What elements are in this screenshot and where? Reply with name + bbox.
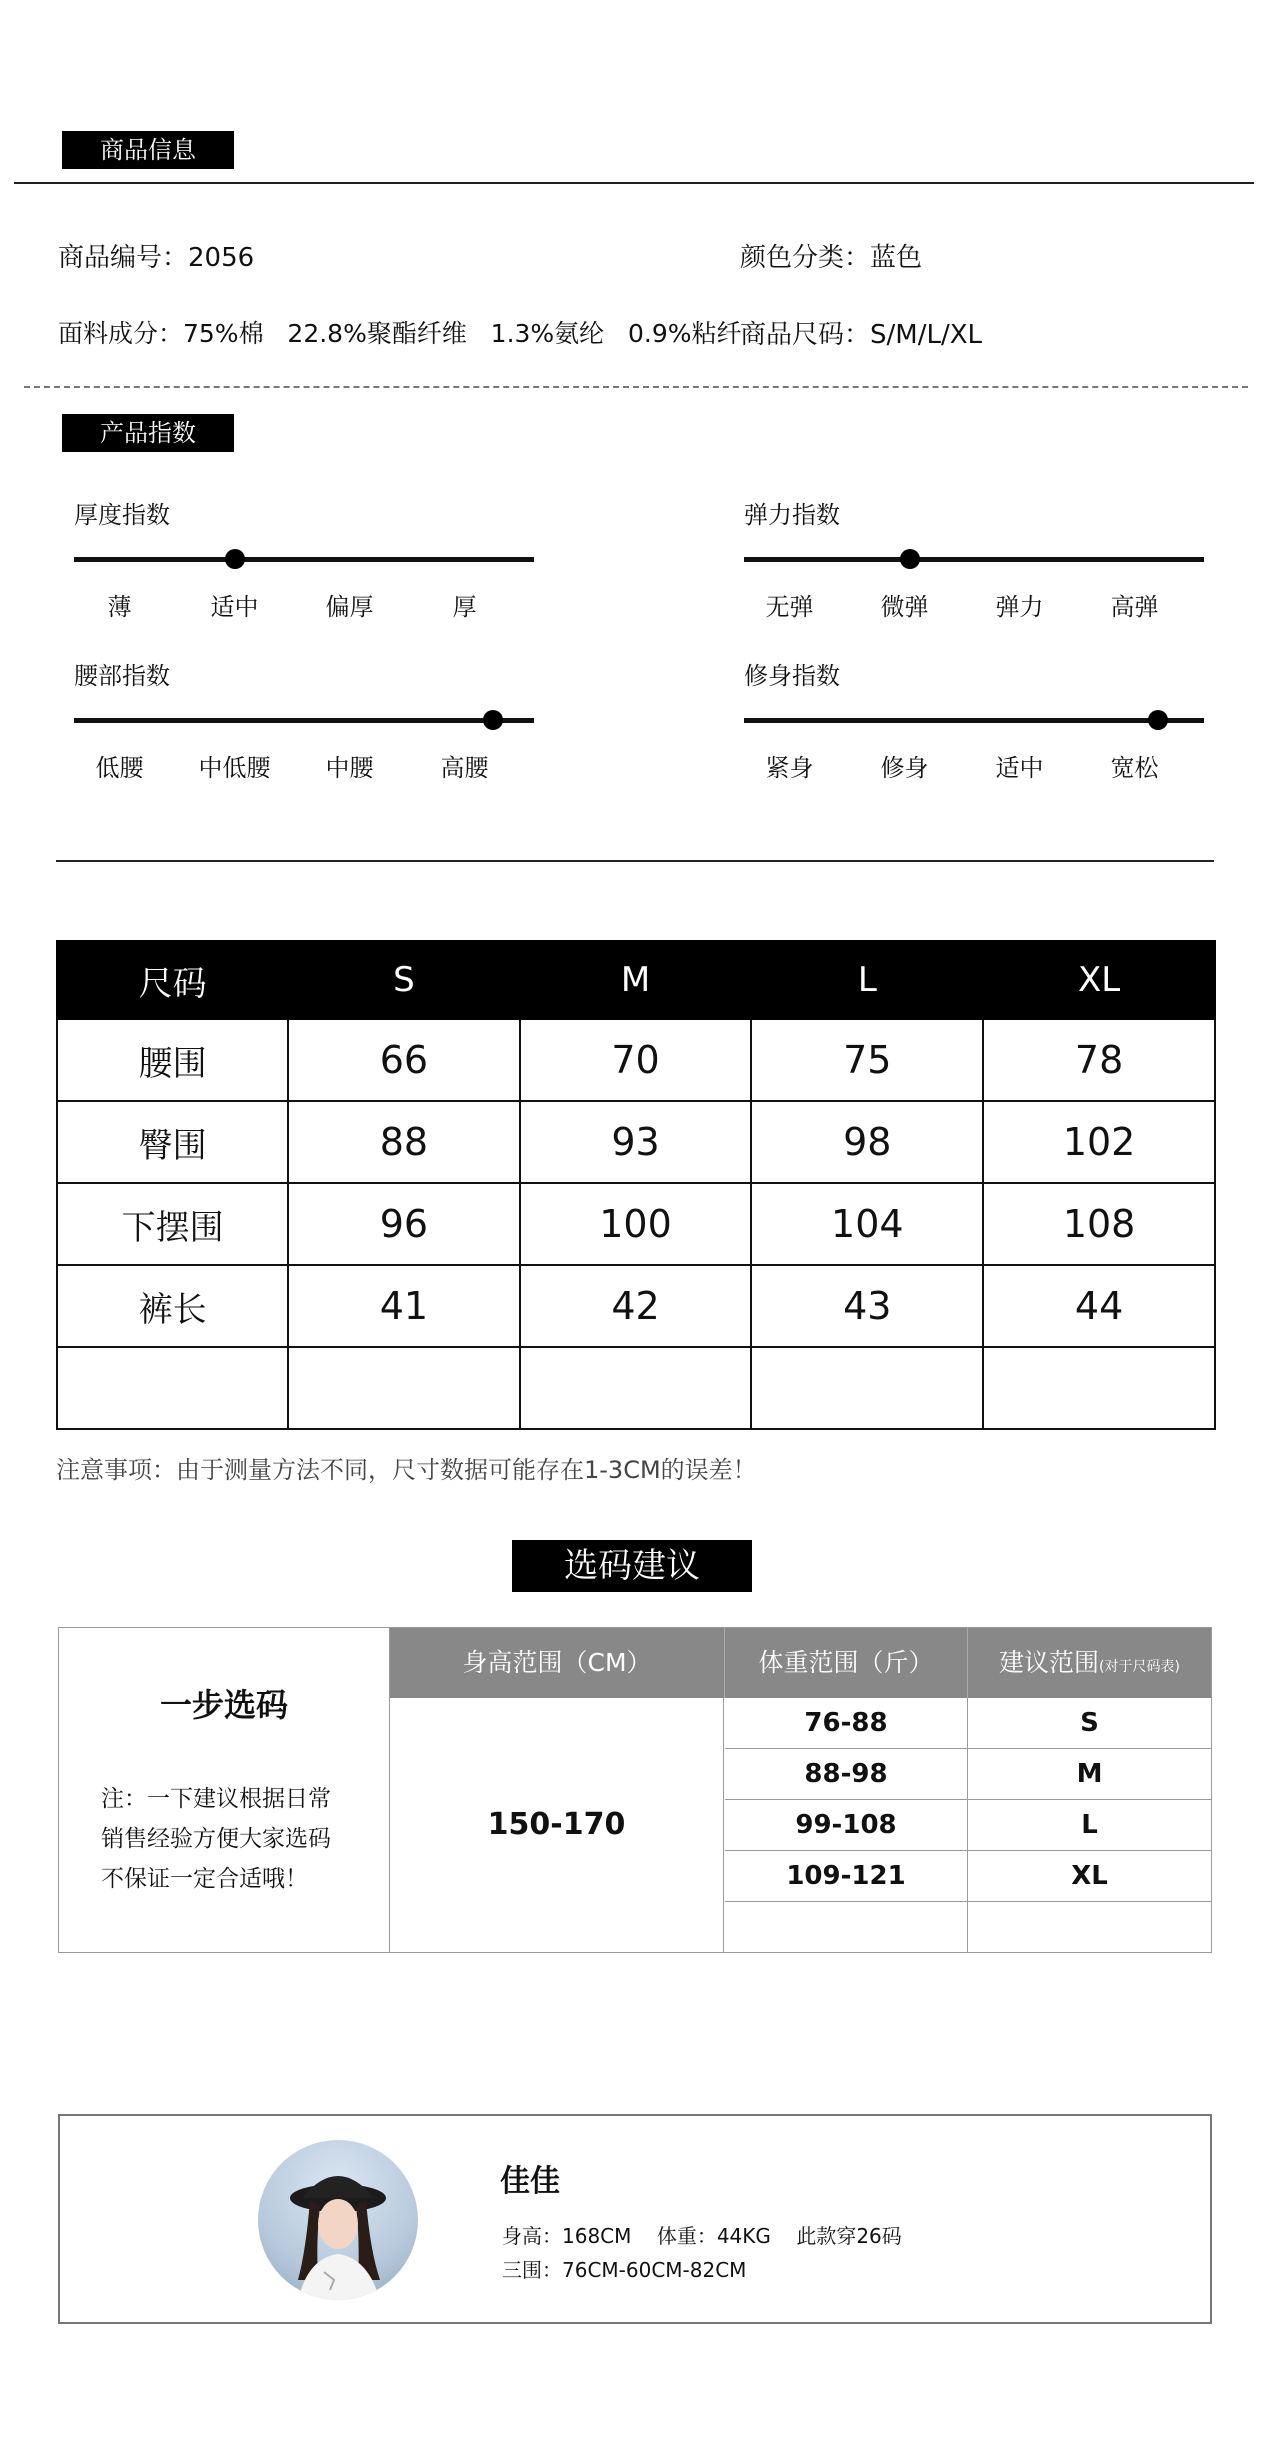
index-option: 薄 [107,593,132,621]
waist-index [74,656,534,782]
index-track [74,718,534,723]
model-stats-line2: 三围：76CM-60CM-82CM [502,2258,747,2282]
thickness-index [74,495,534,621]
index-option: 偏厚 [325,593,374,621]
quick-select-panel [59,1628,390,1952]
table-cell: 66 [288,1019,519,1101]
table-row [57,1101,1215,1183]
index-track [744,557,1204,562]
header-cell: L [751,941,983,1019]
index-option: 适中 [995,754,1044,782]
quick-select-note-1: 注：一下建议根据日常 [101,1786,331,1812]
quick-select-note-3: 不保证一定合适哦！ [101,1866,308,1892]
size-table-header [57,941,1215,1019]
table-cell: 100 [520,1183,752,1265]
table-cell: 102 [983,1101,1215,1183]
table-cell: 75 [751,1019,983,1101]
table-cell: 93 [520,1101,752,1183]
fit-index [744,656,1204,782]
model-name: 佳佳 [500,2164,560,2199]
table-cell: 44 [983,1265,1215,1347]
index-label: 厚度指数 [74,501,170,529]
header-cell: S [288,941,519,1019]
weight-range-header: 体重范围（斤） [725,1628,968,1698]
quick-select-note-2: 销售经验方便大家选码 [101,1826,331,1852]
empty-cell [520,1347,752,1429]
header-cell: 尺码 [57,941,288,1019]
table-cell: 96 [288,1183,519,1265]
table-cell: 104 [751,1183,983,1265]
size-range-header [968,1628,1211,1698]
divider [56,860,1214,862]
height-range-header: 身高范围（CM） [390,1628,725,1698]
table-row [57,1019,1215,1101]
row-label: 裤长 [57,1265,288,1347]
empty-cell [983,1347,1215,1429]
table-cell: 41 [288,1265,519,1347]
size-list: 商品尺码：S/M/L/XL [740,320,982,350]
empty-cell [288,1347,519,1429]
weight-range-cell: 99-108 [725,1800,968,1851]
index-option: 高弹 [1110,593,1159,621]
index-track [74,557,534,562]
row-label: 臀围 [57,1101,288,1183]
index-option: 适中 [210,593,259,621]
height-range-value: 150-170 [390,1698,724,1952]
weight-range-cell: 88-98 [725,1749,968,1800]
index-option: 中腰 [325,754,374,782]
index-marker [225,549,245,569]
index-option: 宽松 [1110,754,1159,782]
table-cell: 88 [288,1101,519,1183]
section-tag-product-info: 商品信息 [62,131,234,169]
index-option: 紧身 [765,754,814,782]
index-marker [483,710,503,730]
size-table [56,940,1216,1430]
row-label: 腰围 [57,1019,288,1101]
header-cell: M [520,941,752,1019]
measurement-note: 注意事项：由于测量方法不同，尺寸数据可能存在1-3CM的误差！ [56,1456,757,1484]
table-cell: 42 [520,1265,752,1347]
fabric-composition: 面料成分：75%棉 22.8%聚酯纤维 1.3%氨纶 0.9%粘纤 [58,319,742,348]
weight-range-cell: 109-121 [725,1851,968,1902]
index-track [744,718,1204,723]
size-range-header-label: 建议范围 [999,1648,1100,1677]
header-cell: XL [983,941,1215,1019]
size-cell: L [968,1800,1211,1851]
index-option: 厚 [452,593,477,621]
index-label: 弹力指数 [744,501,840,529]
table-row [57,1265,1215,1347]
index-option: 修身 [880,754,929,782]
index-option: 无弹 [765,593,814,621]
size-cell: S [968,1698,1211,1749]
model-avatar [258,2140,418,2300]
color-category: 颜色分类：蓝色 [740,243,923,273]
size-cell: M [968,1749,1211,1800]
model-stats-line1: 身高：168CM 体重：44KG 此款穿26码 [502,2224,902,2248]
index-option: 高腰 [440,754,489,782]
index-label: 腰部指数 [74,662,170,690]
index-option: 弹力 [995,593,1044,621]
index-label: 修身指数 [744,662,840,690]
table-cell: 43 [751,1265,983,1347]
index-marker [1148,710,1168,730]
elasticity-index [744,495,1204,621]
table-cell: 98 [751,1101,983,1183]
empty-cell [751,1347,983,1429]
table-cell: 78 [983,1019,1215,1101]
quick-select-title: 一步选码 [159,1686,288,1724]
size-cell: XL [968,1851,1211,1902]
section-tag-product-index: 产品指数 [62,414,234,452]
weight-range-empty [725,1902,968,1952]
table-row [57,1183,1215,1265]
dashed-divider [24,386,1248,388]
size-range-header-small: (对于尺码表) [1099,1659,1180,1675]
table-cell: 70 [520,1019,752,1101]
table-row [57,1347,1215,1429]
index-option: 微弹 [880,593,929,621]
row-label: 下摆围 [57,1183,288,1265]
table-cell: 108 [983,1183,1215,1265]
size-recommend-table [58,1627,1212,1953]
item-number: 商品编号：2056 [58,243,255,273]
index-option: 中低腰 [198,754,271,782]
index-option: 低腰 [95,754,144,782]
index-marker [900,549,920,569]
empty-cell [57,1347,288,1429]
section-tag-recommend: 选码建议 [512,1540,752,1592]
divider [14,182,1254,184]
person-avatar-icon [258,2140,418,2300]
weight-range-cell: 76-88 [725,1698,968,1749]
model-profile-card [58,2114,1212,2324]
